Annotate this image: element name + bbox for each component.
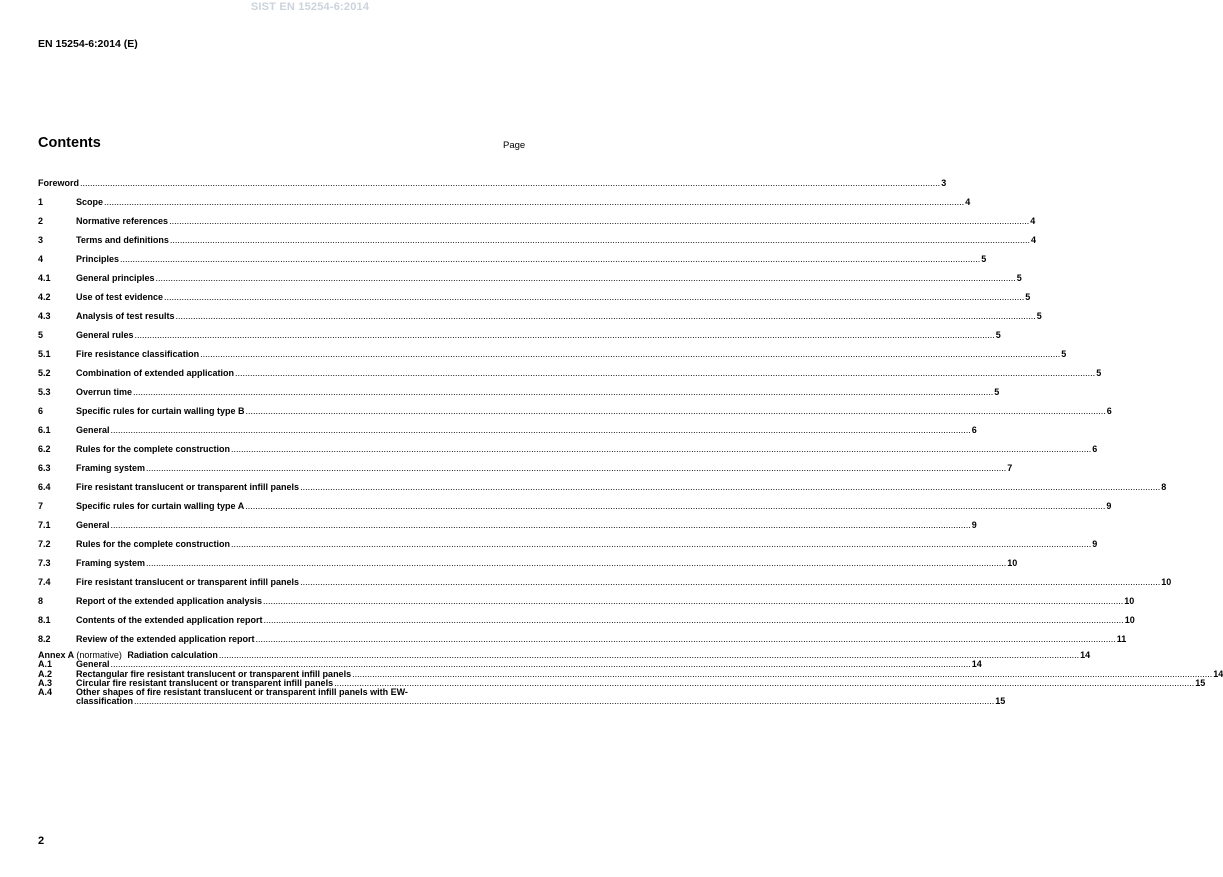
dot-leader [156,269,1016,288]
dot-leader [170,231,1030,250]
dot-leader [300,478,1160,497]
toc-entry-title: Combination of extended application [76,368,235,378]
toc-entry-title: Fire resistant translucent or transparent infill panels [76,577,300,587]
dot-leader [169,212,1029,231]
toc-entry-title: Normative references [76,216,169,226]
toc-entry-number: A.2 [38,668,53,679]
toc-entry-number: 1 [38,197,44,207]
toc-entry[interactable] [38,535,1098,554]
toc-entry-page: 5 [995,330,1001,340]
toc-entry[interactable] [38,288,1031,307]
toc-entry-title: Rules for the complete construction [76,539,231,549]
toc-entry-number: 4.2 [38,292,51,302]
toc-entry[interactable] [38,231,1037,250]
toc-entry[interactable] [38,459,1013,478]
toc-entry-number: 8.1 [38,615,51,625]
toc-main-list [38,174,1172,649]
dot-leader [176,307,1036,326]
toc-entry-number: 8.2 [38,634,51,644]
dot-leader [134,697,994,706]
toc-entry-title: Rules for the complete construction [76,444,231,454]
toc-entry[interactable] [38,554,1018,573]
dot-leader [235,364,1095,383]
toc-entry-page: 8 [1161,482,1167,492]
toc-entry-page: 9 [1092,539,1098,549]
toc-entry-page: 6 [1092,444,1098,454]
toc-entry-page: 15 [995,696,1006,707]
toc-entry-page: 5 [1096,368,1102,378]
page-column-header: Page [503,140,526,151]
toc-entry-number: 4.3 [38,311,51,321]
toc-entry-number: 6 [38,406,44,416]
toc-entry-title-line-2: classification [76,696,134,707]
toc-entry-number: 4 [38,254,44,264]
toc-entry-title: Scope [76,197,104,207]
toc-entry[interactable] [38,364,1102,383]
toc-entry[interactable] [38,478,1167,497]
toc-entry-number: 4.1 [38,273,51,283]
dot-leader [256,630,1116,649]
dot-leader [80,174,940,193]
toc-entry-page: 14 [971,659,982,670]
annex-title: Radiation calculation [127,650,218,660]
toc-entry-page: 7 [1007,463,1013,473]
toc-entry-title: Fire resistant translucent or transparent infill panels [76,482,300,492]
toc-entry[interactable] [38,307,1042,326]
toc-entry-number: 7.4 [38,577,51,587]
toc-entry-page: 10 [1161,577,1172,587]
toc-entry-title: General [76,520,110,530]
toc-entry-number: 6.3 [38,463,51,473]
toc-entry[interactable] [38,174,947,193]
dot-leader [263,592,1123,611]
toc-entry[interactable] [38,421,977,440]
toc-entry-page: 5 [981,254,987,264]
toc-entry[interactable] [38,516,977,535]
toc-entry-number: 5.3 [38,387,51,397]
toc-entry-page: 9 [1106,501,1112,511]
dot-leader [231,535,1091,554]
page-number: 2 [38,835,45,847]
dot-leader [111,421,971,440]
toc-entry-title: Framing system [76,463,146,473]
toc-entry[interactable] [38,440,1098,459]
dot-leader [104,193,964,212]
toc-entry-page: 6 [1106,406,1112,416]
dot-leader [334,679,1194,688]
toc-entry-title: Rectangular fire resistant translucent or transparent infill panels [76,668,352,679]
toc-entry-number: 6.1 [38,425,51,435]
dot-leader [146,459,1006,478]
toc-entry-page: 9 [971,520,977,530]
toc-entry[interactable] [38,212,1036,231]
toc-entry[interactable] [38,269,1022,288]
toc-annex-list [38,659,1223,688]
dot-leader [200,345,1060,364]
toc-entry-page: 4 [1030,216,1036,226]
toc-entry-number: 7.2 [38,539,51,549]
toc-entry[interactable] [38,592,1135,611]
toc-entry-page: 14 [1080,650,1091,660]
contents-heading: Contents [38,135,101,151]
toc-entry-page: 5 [1061,349,1067,359]
watermark: SIST EN 15254-6:2014 [250,1,370,13]
toc-entry-a-4[interactable] [38,687,1006,707]
toc-entry-number: 5.2 [38,368,51,378]
dot-leader [135,326,995,345]
toc-entry-number: 3 [38,235,44,245]
toc-entry-title: Contents of the extended application report [76,615,263,625]
toc-entry-number: 5 [38,330,44,340]
toc-entry-title: Specific rules for curtain walling type B [76,406,245,416]
toc-entry-page: 10 [1007,558,1018,568]
dot-leader [300,573,1160,592]
toc-entry-title: Terms and definitions [76,235,169,245]
toc-entry-title: General principles [76,273,155,283]
toc-entry-number: 7 [38,501,44,511]
toc-entry-page: 3 [941,178,947,188]
toc-entry-title: Use of test evidence [76,292,164,302]
toc-entry-title-line-1: Other shapes of fire resistant translucent or transparent infill panels with EW- [76,687,408,698]
toc-entry-title: Foreword [38,178,80,188]
toc-entry-page: 15 [1195,677,1206,688]
dot-leader [133,383,993,402]
toc-entry-page: 10 [1124,596,1135,606]
dot-leader [120,250,980,269]
toc-entry-page: 5 [1016,273,1022,283]
toc-entry-page: 4 [965,197,971,207]
toc-entry[interactable] [38,345,1067,364]
toc-entry[interactable] [38,573,1172,592]
toc-entry-number: 7.1 [38,520,51,530]
dot-leader [246,402,1106,421]
toc-entry-page: 10 [1124,615,1135,625]
dot-leader [146,554,1006,573]
toc-entry-title: Analysis of test results [76,311,175,321]
toc-entry[interactable] [38,630,1127,649]
toc-entry-page: 5 [1036,311,1042,321]
toc-entry-page: 11 [1116,634,1127,644]
toc-entry-title: Circular fire resistant translucent or transparent infill panels [76,677,334,688]
dot-leader [164,288,1024,307]
toc-entry[interactable] [38,402,1112,421]
dot-leader [231,440,1091,459]
toc-entry-number: 6.2 [38,444,51,454]
table-of-contents [38,174,1223,707]
document-identifier: EN 15254-6:2014 (E) [38,38,138,50]
toc-entry-page: 5 [1025,292,1031,302]
toc-entry-number: 5.1 [38,349,51,359]
dot-leader [111,516,971,535]
toc-entry-number: A.3 [38,677,53,688]
toc-entry[interactable] [38,193,971,212]
toc-entry-number: 2 [38,216,44,226]
dot-leader [245,497,1105,516]
toc-entry-title: Fire resistance classification [76,349,200,359]
toc-entry[interactable] [38,611,1135,630]
toc-entry[interactable] [38,250,987,269]
toc-entry-title: General [76,659,110,670]
toc-entry-page: 6 [971,425,977,435]
toc-entry[interactable] [38,326,1001,345]
toc-entry-title: Report of the extended application analysis [76,596,263,606]
toc-entry-title: Review of the extended application report [76,634,255,644]
toc-entry-number: A.1 [38,659,53,670]
toc-entry[interactable] [38,497,1112,516]
toc-entry-number: 8 [38,596,44,606]
annex-normative-label: (normative) [76,650,122,660]
toc-entry-page: 5 [994,387,1000,397]
toc-entry-page: 4 [1031,235,1037,245]
annex-prefix: Annex A [38,650,74,660]
toc-entry-page: 14 [1213,668,1223,679]
toc-entry-number: 6.4 [38,482,51,492]
toc-entry[interactable] [38,383,1000,402]
toc-entry-number: 7.3 [38,558,51,568]
toc-entry-title: Principles [76,254,120,264]
dot-leader [264,611,1124,630]
toc-entry-title: Overrun time [76,387,133,397]
toc-entry-title: Specific rules for curtain walling type A [76,501,245,511]
toc-entry-title: General [76,425,110,435]
toc-entry-title: Framing system [76,558,146,568]
toc-entry-number: A.4 [38,687,53,698]
toc-entry-title: General rules [76,330,134,340]
